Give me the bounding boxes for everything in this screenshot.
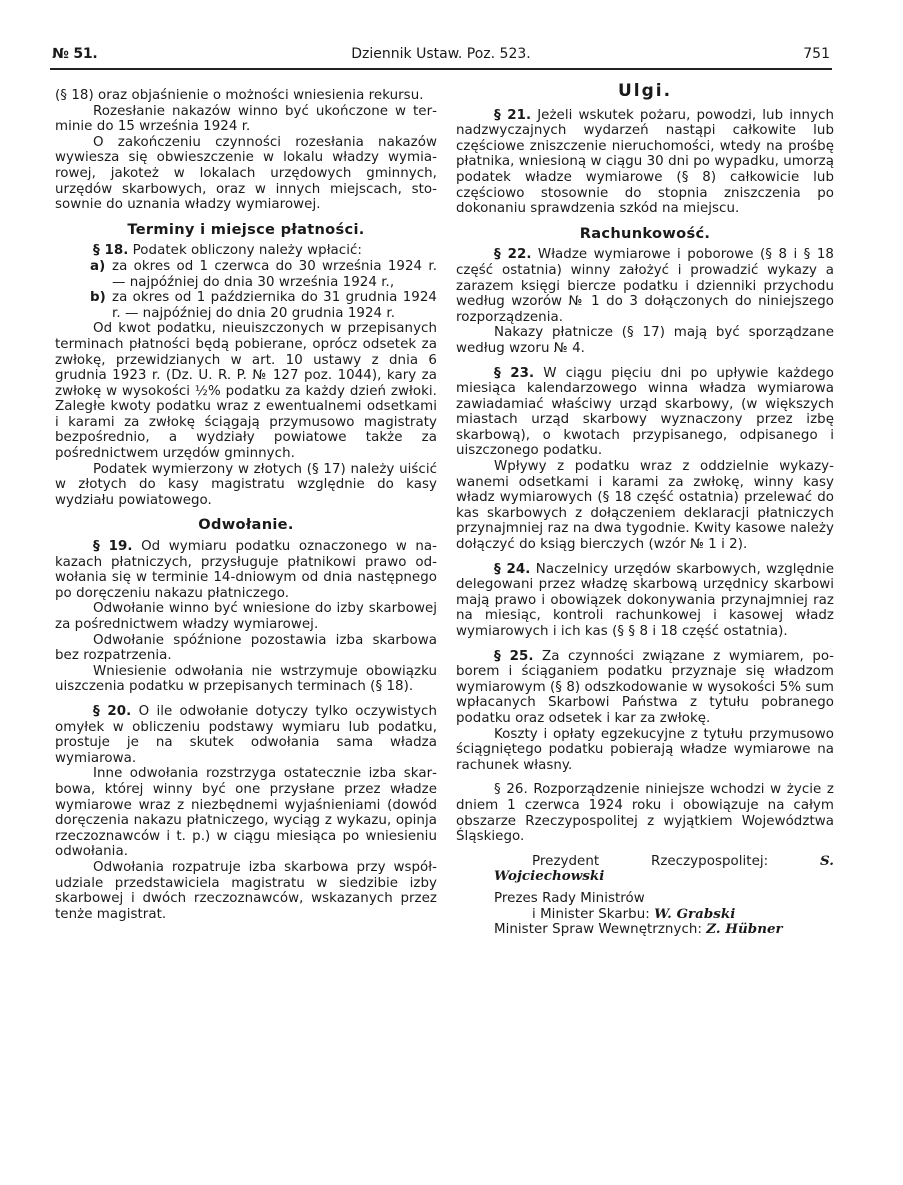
section-label: § 25. xyxy=(494,648,534,664)
paragraph-text: W ciągu pięciu dni po upływie każdego miesiąca kalendarzowego winna władza wymiarowa zawiadamiać właściwy urząd skarbowy, (w większych miastach urząd skarbowy wyznaczony przez izbę skarbową), o kwotach przypisanego, odpisanego i uiszczonego podatku. xyxy=(456,365,834,459)
signature-name: Z. Hübner xyxy=(706,921,783,938)
signature-interior xyxy=(456,922,834,938)
section-label: § 20. xyxy=(93,703,132,719)
spacer xyxy=(456,357,834,366)
paragraph: O zakończeniu czynności rozesłania nakazów wywiesza się obwieszczenie w lokalu władzy wymiarowej, jakoteż w lokalach urzędowych gminnych, urzędów skarbowych, oraz w innych miejscach, stosownie do uznania władzy wymiarowej. xyxy=(55,134,437,213)
left-column xyxy=(55,88,437,922)
list-item xyxy=(55,259,437,290)
signature-president xyxy=(456,854,834,885)
paragraph: Koszty i opłaty egzekucyjne z tytułu przymusowo ściągniętego podatku pobierają władze wymiarowe na rachunek własny. xyxy=(456,726,834,773)
issue-number: № 51. xyxy=(52,46,98,62)
signature-pm-line1: Prezes Rady Ministrów xyxy=(494,890,645,906)
spacer xyxy=(456,553,834,562)
paragraph: Rozesłanie nakazów winno być ukończone w terminie do 15 września 1924 r. xyxy=(55,103,437,135)
section-label: § 18. xyxy=(93,243,129,259)
list-text: za okres od 1 czerwca do 30 września 1924 r. — najpóźniej do dnia 30 września 1924 r., xyxy=(112,258,437,290)
signature-name: W. Grabski xyxy=(654,905,736,922)
s18-list xyxy=(55,259,437,321)
signature-pm xyxy=(456,907,834,923)
paragraph-s20 xyxy=(55,704,437,766)
paragraph-text: Rozporządzenie niniejsze wchodzi w życie z dniem 1 czerwca 1924 roku i obowiązuje na całym obszarze Rzeczypospolitej z wyjątkiem Województwa Śląskiego. xyxy=(456,782,834,845)
section-label: § 24. xyxy=(494,561,531,577)
list-label: b) xyxy=(90,290,106,306)
section-label: § 19. xyxy=(93,539,133,555)
paragraph: Odwołanie winno być wniesione do izby skarbowej za pośrednictwem władzy wymiarowej. xyxy=(55,601,437,632)
signature-title: Prezydent Rzeczypospolitej: xyxy=(532,853,769,869)
section-label: § 21. xyxy=(494,107,532,123)
paragraph-text: Za czynności związane z wymiarem, poborem i ściąganiem podatku przyznaje się władzom wymiarowym (§ 8) odszkodowanie w wysokości 5% sum wpłacanych Skarbowi Państwa z tytułu pobranego podatku oraz odsetek i kar za zwłokę. xyxy=(456,648,834,726)
paragraph: Wpływy z podatku wraz z oddzielnie wykazywanemi odsetkami i karami za zwłokę, winny kasy władz wymiarowych (§ 18 część ostatnia) przelewać do kas skarbowych z dołączeniem deklaracji płatniczych przynajmniej raz na dwa tygodnie. Kwity kasowe należy dołączyć do ksiąg bierczych (wzór № 1 i 2). xyxy=(456,459,834,553)
section-heading-ulgi: Ulgi. xyxy=(617,81,673,101)
spacer xyxy=(456,773,834,782)
page-header xyxy=(48,44,834,66)
paragraph-s18 xyxy=(55,243,437,259)
spacer xyxy=(55,695,437,704)
paragraph-s25 xyxy=(456,649,834,727)
paragraph: Wniesienie odwołania nie wstrzymuje obowiązku uiszczenia podatku w przepisanych terminach (§ 18). xyxy=(55,663,437,695)
paragraph-s21 xyxy=(456,108,834,217)
list-text: za okres od 1 października do 31 grudnia 1924 r. — najpóźniej do dnia 20 grudnia 1924 r. xyxy=(112,290,437,321)
section-label: § 23. xyxy=(494,365,535,381)
paragraph: Odwołanie spóźnione pozostawia izba skarbowa bez rozpatrzenia. xyxy=(55,632,437,664)
paragraph-text: Jeżeli wskutek pożaru, powodzi, lub innych nadzwyczajnych wydarzeń nastąpi całkowite lub częściowe zniszczenie nieruchomości, wtedy na prośbę płatnika, wniesioną w ciągu 30 dni po wypadku, umorzą podatek władze wymiarowe (§ 8) całkowicie lub częściowo stosownie do stopnia zniszczenia po dokonaniu sprawdzenia szkód na miejscu. xyxy=(456,107,834,217)
paragraph: Nakazy płatnicze (§ 17) mają być sporządzane według wzoru № 4. xyxy=(456,325,834,356)
paragraph-text: Podatek obliczony należy wpłacić: xyxy=(132,243,362,259)
paragraph-text: Władze wymiarowe i poborowe (§ 8 i § 18 część ostatnia) winny założyć i prowadzić wykazy a zarazem księgi biercze podatku i dzienniki przychodu według wzorów № 1 do 3 dołączonych do niniejszego rozporządzenia. xyxy=(456,247,834,325)
paragraph-s19 xyxy=(55,539,437,601)
paragraph: (§ 18) oraz objaśnienie o możności wniesienia rekursu. xyxy=(55,88,424,103)
signature-title: Minister Spraw Wewnętrznych: xyxy=(494,922,702,938)
paragraph-text: Od wymiaru podatku oznaczonego w nakazach płatniczych, przysługuje płatnikowi prawo odwołania się w terminie 14-dniowym od dnia następnego po doręczeniu nakazu płatniczego. xyxy=(55,539,437,601)
paragraph-s24 xyxy=(456,562,834,640)
section-label: § 26. xyxy=(494,782,528,798)
paragraph: Podatek wymierzony w złotych (§ 17) należy uiścić w złotych do kasy magistratu względnie do kasy wydziału powiatowego. xyxy=(55,461,437,508)
paragraph-text: O ile odwołanie dotyczy tylko oczywistych omyłek w obliczeniu podstawy wymiaru lub podatku, prostuje je na skutek odwołania sama władza wymiarowa. xyxy=(55,703,437,766)
spacer xyxy=(456,845,834,854)
header-rule xyxy=(50,68,832,70)
section-heading-terminy: Terminy i miejsce płatności. xyxy=(127,220,365,238)
page-number: 751 xyxy=(803,46,830,62)
paragraph-text: Naczelnicy urzędów skarbowych, względnie delegowani przez władzę skarbową urzędnicy skarbowi mają prawo i obowiązek dokonywania przynajmniej raz na miesiąc, kontroli rachunkowej i kasowej władz wymiarowych i ich kas (§ § 8 i 18 część ostatnia). xyxy=(456,561,834,639)
list-item xyxy=(55,290,437,321)
section-label: § 22. xyxy=(494,247,532,263)
paragraph-s23 xyxy=(456,366,834,460)
journal-title: Dziennik Ustaw. Poz. 523. xyxy=(351,46,531,62)
paragraph-s22 xyxy=(456,247,834,325)
signature-title: i Minister Skarbu: xyxy=(532,906,650,922)
right-column xyxy=(456,81,835,938)
paragraph: Od kwot podatku, nieuiszczonych w przepisanych terminach płatności będą pobierane, oprócz odsetek za zwłokę, przewidzianych w art. 10 ustawy z dnia 6 grudnia 1923 r. (Dz. U. R. P. № 127 poz. 1044), kary za zwłokę w wysokości ½% podatku za każdy dzień zwłoki. Zaległe kwoty podatku wraz z ewentualnemi odsetkami i karami za zwłokę ściągają przymusowo magistraty bezpośrednio, a wydziały powiatowe także za pośrednictwem urzędów gminnych. xyxy=(55,321,437,462)
signature-name: S. Wojciechowski xyxy=(494,852,835,885)
list-label: a) xyxy=(90,258,106,274)
spacer xyxy=(456,640,834,649)
section-heading-odwolanie: Odwołanie. xyxy=(198,516,294,534)
paragraph: Odwołania rozpatruje izba skarbowa przy współudziale przedstawiciela magistratu w siedzibie izby skarbowej i dwóch rzeczoznawców, wskazanych przez tenże magistrat. xyxy=(55,859,437,922)
paragraph: Inne odwołania rozstrzyga ostatecznie izba skarbowa, której winny być one przysłane przez władze wymiarowe wraz z niezbędnemi wyjaśnieniami (dowód doręczenia nakazu płatniczego, wyciąg z wykazu, opinja rzeczoznawców i t. p.) w ciągu miesiąca po wniesieniu odwołania. xyxy=(55,766,437,860)
section-heading-rachunkowosc: Rachunkowość. xyxy=(579,224,711,242)
paragraph-s26 xyxy=(456,782,834,844)
